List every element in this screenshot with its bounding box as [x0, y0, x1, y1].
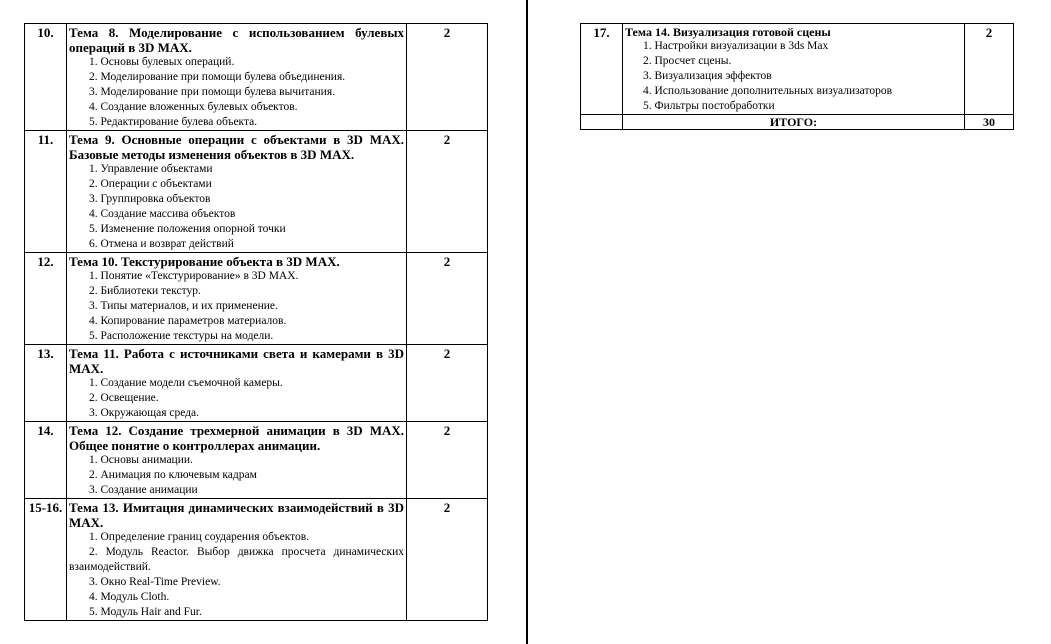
list-item: 3. Окно Real-Time Preview. — [89, 576, 221, 588]
list-item: 5. Изменение положения опорной точки — [89, 223, 286, 235]
list-item: 3. Группировка объектов — [89, 193, 211, 205]
row-number: 15-16. — [25, 499, 67, 621]
row-number: 12. — [25, 253, 67, 345]
table-row — [25, 422, 488, 499]
list-item: 5. Модуль Hair and Fur. — [89, 606, 202, 618]
row-number: 11. — [25, 131, 67, 253]
row-number: 14. — [25, 422, 67, 499]
list-item: 2. Освещение. — [89, 392, 159, 404]
list-item: 5. Расположение текстуры на модели. — [89, 330, 274, 342]
curriculum-table-right — [580, 23, 1014, 130]
list-item: 5. Редактирование булева объекта. — [89, 116, 258, 128]
list-item: 4. Создание массива объектов — [89, 208, 236, 220]
topic-items — [69, 530, 404, 620]
topic-title: Тема 14. Визуализация готовой сцены — [625, 25, 831, 39]
topic-items — [69, 55, 404, 130]
table-row — [25, 131, 488, 253]
list-item: 1. Определение границ соударения объектов. — [89, 531, 310, 543]
topic-items — [625, 39, 962, 114]
topic-title: Тема 9. Основные операции с объектами в 3D MAX. Базовые методы изменения объектов в 3D MAX. — [69, 132, 404, 162]
total-empty-cell — [581, 115, 623, 130]
topic-title: Тема 11. Работа с источниками света и камерами в 3D MAX. — [69, 346, 404, 376]
table-row — [25, 499, 488, 621]
topic-items — [69, 269, 404, 344]
list-item: 1. Настройки визуализации в 3ds Max — [643, 40, 829, 52]
hours-cell: 2 — [407, 253, 488, 345]
list-item: 2. Моделирование при помощи булева объединения. — [89, 71, 346, 83]
table-row — [25, 345, 488, 422]
topic-title: Тема 13. Имитация динамических взаимодействий в 3D MAX. — [69, 500, 404, 530]
list-item: 2. Просчет сцены. — [643, 55, 732, 67]
hours-cell: 2 — [407, 24, 488, 131]
row-number: 17. — [581, 24, 623, 115]
topic-items — [69, 453, 404, 498]
list-item: 4. Модуль Cloth. — [89, 591, 170, 603]
list-item: 1. Управление объектами — [89, 163, 213, 175]
hours-cell: 2 — [407, 499, 488, 621]
list-item: 1. Основы булевых операций. — [89, 56, 235, 68]
list-item: 2. Анимация по ключевым кадрам — [89, 469, 257, 481]
topic-cell — [67, 253, 407, 345]
row-number: 13. — [25, 345, 67, 422]
topic-cell — [67, 345, 407, 422]
total-row — [581, 115, 1014, 130]
table-row — [25, 253, 488, 345]
table-row — [581, 24, 1014, 115]
hours-cell: 2 — [407, 422, 488, 499]
right-page — [528, 0, 1051, 644]
list-item: 2. Модуль Reactor. Выбор движка просчета динамических взаимодействий. — [69, 546, 404, 573]
list-item: 1. Основы анимации. — [89, 454, 193, 466]
list-item: 3. Создание анимации — [89, 484, 198, 496]
topic-cell — [67, 422, 407, 499]
list-item: 3. Типы материалов, и их применение. — [89, 300, 278, 312]
topic-cell — [67, 499, 407, 621]
topic-items — [69, 162, 404, 252]
list-item: 1. Понятие «Текстурирование» в 3D MAX. — [89, 270, 299, 282]
total-label: ИТОГО: — [623, 115, 965, 130]
hours-cell: 2 — [407, 131, 488, 253]
list-item: 4. Использование дополнительных визуализаторов — [643, 85, 893, 97]
list-item: 2. Операции с объектами — [89, 178, 212, 190]
list-item: 6. Отмена и возврат действий — [89, 238, 234, 250]
topic-title: Тема 10. Текстурирование объекта в 3D MAX. — [69, 254, 340, 269]
topic-cell — [67, 24, 407, 131]
topic-cell — [623, 24, 965, 115]
list-item: 5. Фильтры постобработки — [643, 100, 775, 112]
table-row — [25, 24, 488, 131]
topic-title: Тема 8. Моделирование с использованием булевых операций в 3D MAX. — [69, 25, 404, 55]
list-item: 2. Библиотеки текстур. — [89, 285, 201, 297]
topic-cell — [67, 131, 407, 253]
list-item: 3. Окружающая среда. — [89, 407, 199, 419]
hours-cell: 2 — [407, 345, 488, 422]
total-value: 30 — [965, 115, 1014, 130]
hours-cell: 2 — [965, 24, 1014, 115]
topic-items — [69, 376, 404, 421]
list-item: 1. Создание модели съемочной камеры. — [89, 377, 283, 389]
curriculum-table-left — [24, 23, 488, 621]
row-number: 10. — [25, 24, 67, 131]
list-item: 4. Копирование параметров материалов. — [89, 315, 287, 327]
topic-title: Тема 12. Создание трехмерной анимации в 3D MAX. Общее понятие о контроллерах анимации. — [69, 423, 404, 453]
list-item: 4. Создание вложенных булевых объектов. — [89, 101, 298, 113]
list-item: 3. Моделирование при помощи булева вычитания. — [89, 86, 336, 98]
list-item: 3. Визуализация эффектов — [643, 70, 772, 82]
